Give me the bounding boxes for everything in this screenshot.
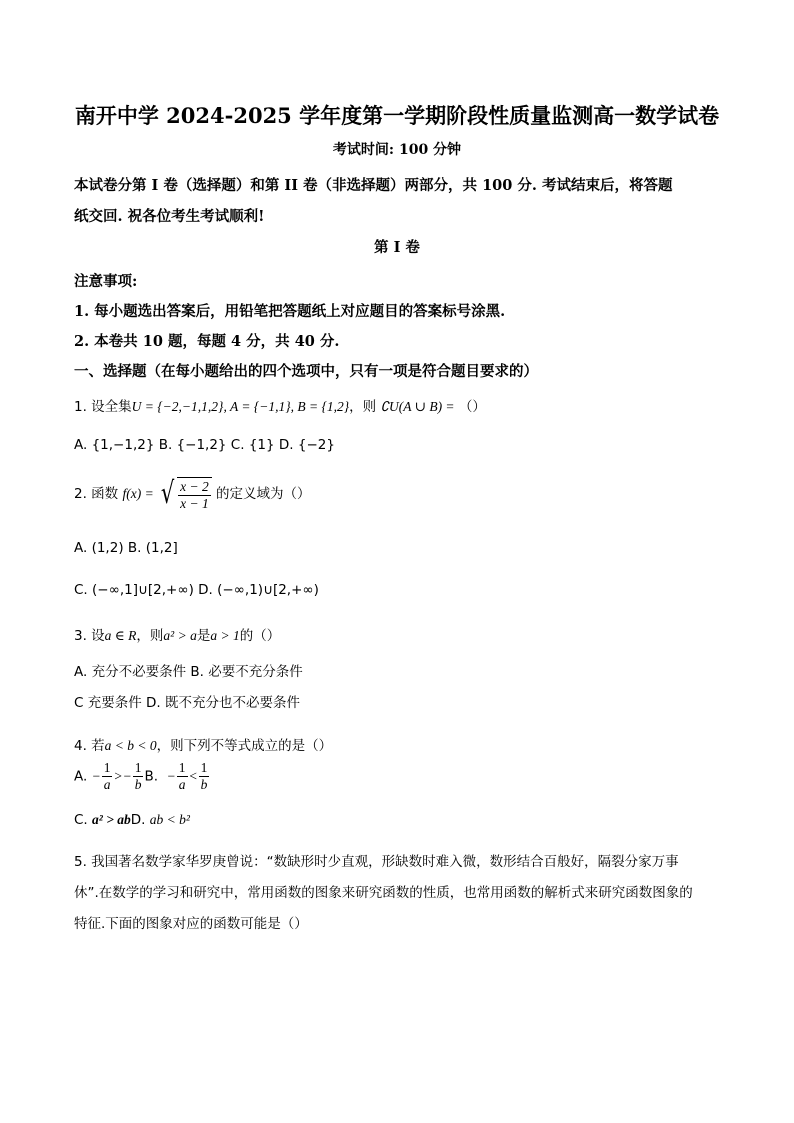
q4-option-c-label: C.: [74, 812, 88, 828]
q1-complement: ∁U(A ∪ B) =: [380, 399, 455, 414]
q4-lt: <: [188, 768, 198, 784]
q4-option-a-label: A.: [74, 768, 88, 785]
q4-stem-a: 4. 若: [74, 738, 105, 754]
part-heading: 一、选择题（在每小题给出的四个选项中，只有一项是符合题目要求的）: [74, 363, 538, 380]
q3-cond-1: a ∈ R: [104, 628, 137, 643]
q2-numerator: x − 2: [180, 478, 209, 494]
question-2-options-cd: C. (−∞,1]∪[2,+∞) D. (−∞,1)∪[2,+∞): [74, 582, 319, 598]
question-4-options-ab: [74, 760, 210, 793]
q4-option-d: ab < b²: [149, 812, 190, 827]
q3-cond-2: a² > a: [163, 628, 197, 643]
q2-func: f(x) =: [122, 486, 154, 501]
question-5-line-1: 5. 我国著名数学家华罗庚曾说：“数缺形时少直观，形缺数时难入微，数形结合百般好，隔裂分家万事: [74, 854, 679, 870]
question-1-stem: [74, 395, 486, 415]
q4-stem-b: ，则下列不等式成立的是（）: [156, 738, 333, 754]
question-5-line-2: 休”.在数学的学习和研究中，常用函数的图象来研究函数的性质，也常用函数的解析式来研究函数图象的: [74, 885, 693, 901]
note-item-2: 2. 本卷共 10 题，每题 4 分，共 40 分.: [74, 333, 340, 350]
q3-cond-3: a > 1: [210, 628, 240, 643]
question-3-options-cd: C 充要条件 D. 既不充分也不必要条件: [74, 695, 300, 711]
question-3-options-ab: A. 充分不必要条件 B. 必要不充分条件: [74, 664, 303, 680]
q4-gt: >: [113, 768, 123, 784]
q3-stem-d: 的（）: [239, 628, 281, 644]
question-4-stem: [74, 734, 332, 754]
intro-line-1: 本试卷分第 I 卷（选择题）和第 II 卷（非选择题）两部分，共 100 分. 考试结束后，将答题: [74, 177, 673, 194]
q4-frac-1-over-a-2: $\frac{1}{a}$: [178, 760, 186, 792]
q1-prefix: 1. 设全集: [74, 399, 132, 415]
q4-frac-1-over-b: $\frac{1}{b}$: [134, 760, 142, 792]
q3-stem-a: 3. 设: [74, 628, 105, 644]
q4-option-c: a² > ab: [92, 812, 131, 827]
question-2-options-ab: A. (1,2) B. (1,2]: [74, 540, 178, 556]
q2-suffix: 的定义域为（）: [216, 486, 311, 502]
question-2-stem: [74, 476, 311, 512]
sqrt-icon: √: [160, 476, 175, 511]
q4-frac-1-over-b-2: $\frac{1}{b}$: [200, 760, 208, 792]
q1-ask-lead: ，则: [349, 399, 377, 415]
note-item-1: 1. 每小题选出答案后，用铅笔把答题纸上对应题目的答案标号涂黑.: [74, 303, 506, 320]
exam-title: 南开中学 2024-2025 学年度第一学期阶段性质量监测高一数学试卷: [74, 103, 720, 128]
exam-time: 考试时间: 100 分钟: [332, 142, 462, 158]
q2-prefix: 2. 函数: [74, 486, 119, 502]
q4-neg-2: −: [122, 768, 132, 784]
q1-sets: , A = {−1,1}, B = {1,2}: [223, 399, 350, 414]
q4-neg-3: −: [166, 768, 176, 784]
question-3-stem: [74, 624, 280, 644]
section-title: 第 I 卷: [374, 239, 420, 256]
question-4-options-cd: [74, 812, 190, 828]
q1-universal-set: U = {−2,−1,1,2}: [131, 399, 224, 414]
q1-ask-tail: （）: [458, 399, 486, 415]
q4-frac-1-over-a: $\frac{1}{a}$: [103, 760, 111, 792]
question-1-options: A. {1,−1,2} B. {−1,2} C. {1} D. {−2}: [74, 437, 335, 453]
q4-neg-1: −: [91, 768, 101, 784]
q3-stem-b: ，则: [136, 628, 164, 644]
q4-option-d-label: D.: [130, 812, 146, 828]
notes-heading: 注意事项:: [74, 273, 138, 290]
intro-line-2: 纸交回. 祝各位考生考试顺利!: [74, 208, 265, 225]
q4-cond: a < b < 0: [104, 738, 157, 753]
q2-denominator: x − 1: [180, 495, 209, 511]
question-5-line-3: 特征.下面的图象对应的函数可能是（）: [74, 916, 308, 932]
q3-stem-c: 是: [196, 628, 211, 644]
q4-option-b-label: B.: [144, 768, 159, 785]
q2-sqrt: [158, 476, 212, 512]
